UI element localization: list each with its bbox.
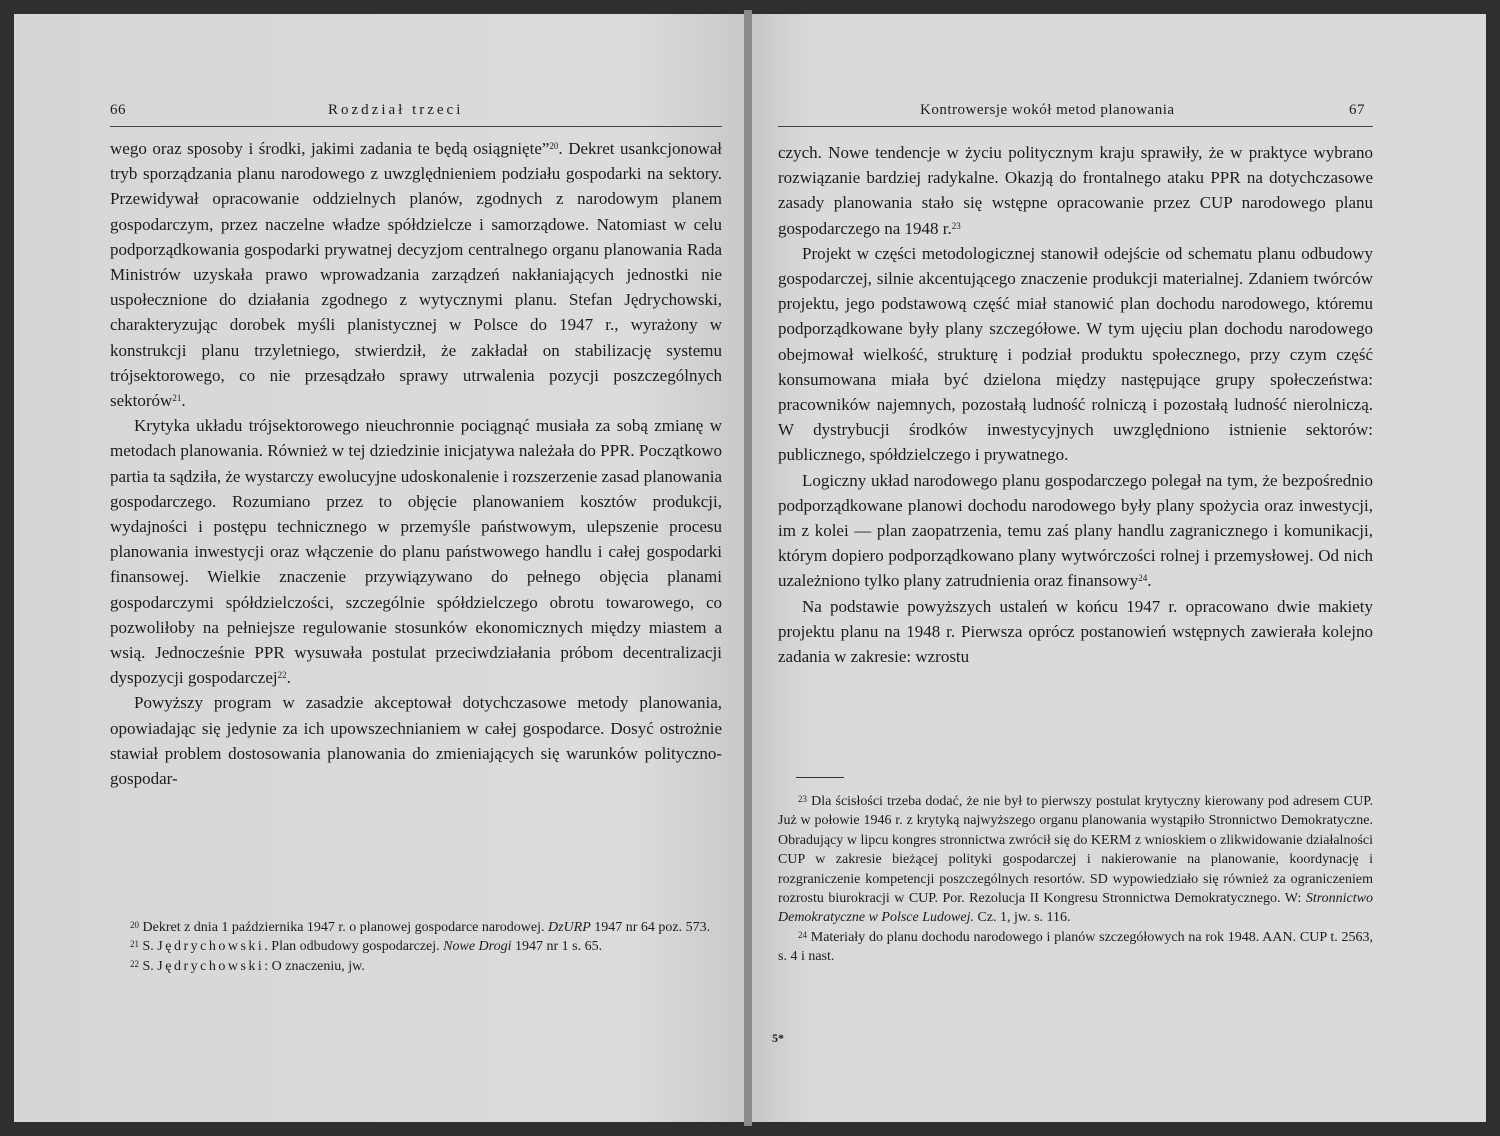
footnote [110,918,722,937]
paragraph [778,241,1373,468]
text-run: . Plan odbudowy gospodarczej. [264,939,444,955]
italic-text: Stronnictwo Demokratyczne w Polsce Ludowej. [778,891,1373,926]
text-run: Dekret z dnia 1 października 1947 r. o planowej gospodarce narodowej. [139,920,548,935]
text-run: Krytyka układu trójsektorowego nieuchronnie pociągnąć musiała za sobą zmianę w metodach planowania. Również w tej dziedzinie inicjatywa należała do PPR. Początkowo partia ta sądziła, że wystarczy ewolucyjne udoskonalenie i rozszerzenie zasad planowania gospodarczego. Rozumiano przez to objęcie planowaniem kosztów produkcji, wydajności i postępu technicznego w przemyśle państwowym, ulepszenie procesu planowania inwestycji oraz włączenie do planu państwowego handlu i całej gospodarki finansowej. Wielkie znaczenie przywiązywano do pełnego objęcia planami gospodarczymi spółdzielczości, szczególnie spółdzielczego obrotu towarowego, co pozwoliłoby na pełniejsze regulowanie stosunków ekonomicznych między miastem a wsią. Jednocześnie PPR wysuwała postulat przeciwdziałania próbom decentralizacji dyspozycji gospodarczej [110,416,722,688]
text-run: Materiały do planu dochodu narodowego i planów szczegółowych na rok 1948. AAN. CUP t. 2563, s. 4 i nast. [778,929,1373,965]
text-run: . [1147,571,1152,591]
footnote-ref: 20 [549,141,559,151]
body-text [110,136,722,791]
right-page [752,14,1486,1122]
header-rule [778,126,1373,127]
text-run: Projekt w części metodologicznej stanowił odejście od schematu planu odbudowy gospodarczej, silnie akcentującego znaczenie produkcji materialnej. Zdaniem twórców projektu, jego podstawową część miał stanowić plan dochodu narodowego, któremu podporządkowane były plany szczegółowe. W tym ujęciu plan dochodu narodowego obejmował wielkość, strukturę i podział produktu społecznego, przy czym część konsumowana miała być dzielona między następujące grupy społeczeństwa: pracowników najemnych, pozostałą ludność rolniczą i pozostałą ludność nierolniczą. W dystrybucji środków inwestycyjnych uwzględniono istnienie sektorów: publicznego, spółdzielczego i prywatnego. [778,243,1373,465]
footnote-ref: 22 [130,958,139,969]
text-run: Logiczny układ narodowego planu gospodarczego polegał na tym, że bezpośrednio podporządkowane planowi dochodu narodowego były plany spożycia oraz inwestycji, im z kolei — plan zaopatrzenia, temu zaś plany handlu zagranicznego i komunikacji, którym dopiero podporządkowano plany wytwórczości rolnej i przemysłowej. Od nich uzależniono tylko plany zatrudnienia oraz finansowy [778,470,1373,591]
text-run: S. [139,958,158,974]
spaced-name: Jędrychowski [157,939,265,955]
page-number: 66 [110,102,126,118]
text-run: Powyższy program w zasadzie akceptował dotychczasowe metody planowania, opowiadając się jedynie za ich upowszechnianiem w całej gospodarce. Dosyć ostrożnie stawiał problem dostosowania planowania do zmieniających się warunków polityczno-gospodar- [110,693,722,789]
footnote-ref: 21 [172,393,182,404]
book-gutter [744,10,752,1126]
body-text [778,140,1373,669]
header-rule [110,126,722,127]
paragraph [778,594,1373,670]
text-run: S. [139,939,158,955]
text-run: Cz. 1, jw. s. 116. [973,910,1071,926]
left-page [14,14,744,1122]
footnote-ref: 24 [798,929,807,940]
page-number: 67 [1349,102,1365,118]
paragraph [110,136,722,413]
footnotes [110,918,722,976]
text-run: : O znaczeniu, jw. [264,958,365,974]
text-run: Na podstawie powyższych ustaleń w końcu 1947 r. opracowano dwie makiety projektu planu na 1948 r. Pierwsza oprócz postanowień wstępnych zawierała kolejno zadania w zakresie: wzrostu [778,596,1373,667]
footnote-ref: 23 [951,220,961,231]
text-run: . Dekret usankcjonował tryb sporządzania planu narodowego z uwzględnieniem podziału gospodarki na sektory. Przewidywał opracowanie oddzielnych planów, zgodnych z narodowym planem gospodarczym, przez naczelne władze spółdzielcze i samorządowe. Natomiast w celu podporządkowania gospodarki prywatnej decyzjom centralnego organu planowania Rada Ministrów uzyskała prawo wprowadzania zarządzeń nakłaniających jednostki nie uspołecznione do działania zgodnego z wytycznymi planu. Stefan Jędrychowski, charakteryzując dorobek myśli planistycznej w Polsce do 1947 r., wyrażony w konstrukcji planu trzyletniego, stwierdził, że zakładał on stabilizację systemu trójsektorowego, co nie przesądzało sprawy utrwalenia pozycji poszczególnych sektorów [110,139,723,411]
footnote-ref: 23 [798,794,807,804]
footnotes [778,792,1373,967]
paragraph [110,690,722,791]
footnote-separator [796,777,844,778]
text-run: . [286,668,291,688]
footnote-ref: 21 [130,939,139,950]
text-run: wego oraz sposoby i środki, jakimi zadania te będą osiągnięte” [110,139,550,158]
paragraph [778,140,1373,241]
italic-text: Nowe Drogi [443,939,512,955]
italic-text: DzURP [547,920,591,935]
paragraph [778,468,1373,594]
footnote [778,792,1373,928]
text-run: 1947 nr 1 s. 65. [511,939,603,955]
running-head: Rozdział trzeci [328,102,464,118]
spaced-name: Jędrychowski [157,958,265,974]
footnote-ref: 22 [277,670,287,681]
footnote [110,957,722,976]
text-run: 1947 nr 64 poz. 573. [590,920,711,935]
footnote-ref: 20 [130,920,139,930]
text-run: Dla ścisłości trzeba dodać, że nie był to pierwszy postulat krytyczny kierowany pod adresem CUP. Już w połowie 1946 r. z krytyką najwyższego organu planowania wystąpiło Stronnictwo Demokratyczne. Obradujący w lipcu kongres stronnictwa zwrócił się do KERM z wnioskiem o zlikwidowanie działalności CUP w zakresie bieżącej polityki gospodarczej i nakierowanie na planowanie, koordynację i rozgraniczenie kompetencji poszczególnych resortów. SD wypowiedziało się również za ograniczeniem rozrostu biurokracji w CUP. Por. Rezolucja II Kongresu Stronnictwa Demokratycznego. W: [778,794,1373,907]
signature-mark: 5* [772,1031,784,1045]
footnote-ref: 24 [1138,573,1148,584]
text-run: . [181,391,186,411]
footnote [110,937,722,956]
paragraph [110,413,722,690]
text-run: czych. Nowe tendencje w życiu politycznym kraju sprawiły, że w praktyce wybrano rozwiązanie bardziej radykalne. Okazją do frontalnego ataku PPR na dotychczasowe zasady planowania stało się wstępne opracowanie przez CUP narodowego planu gospodarczego na 1948 r. [778,143,1373,238]
running-head: Kontrowersje wokół metod planowania [920,102,1175,118]
footnote [778,928,1373,967]
